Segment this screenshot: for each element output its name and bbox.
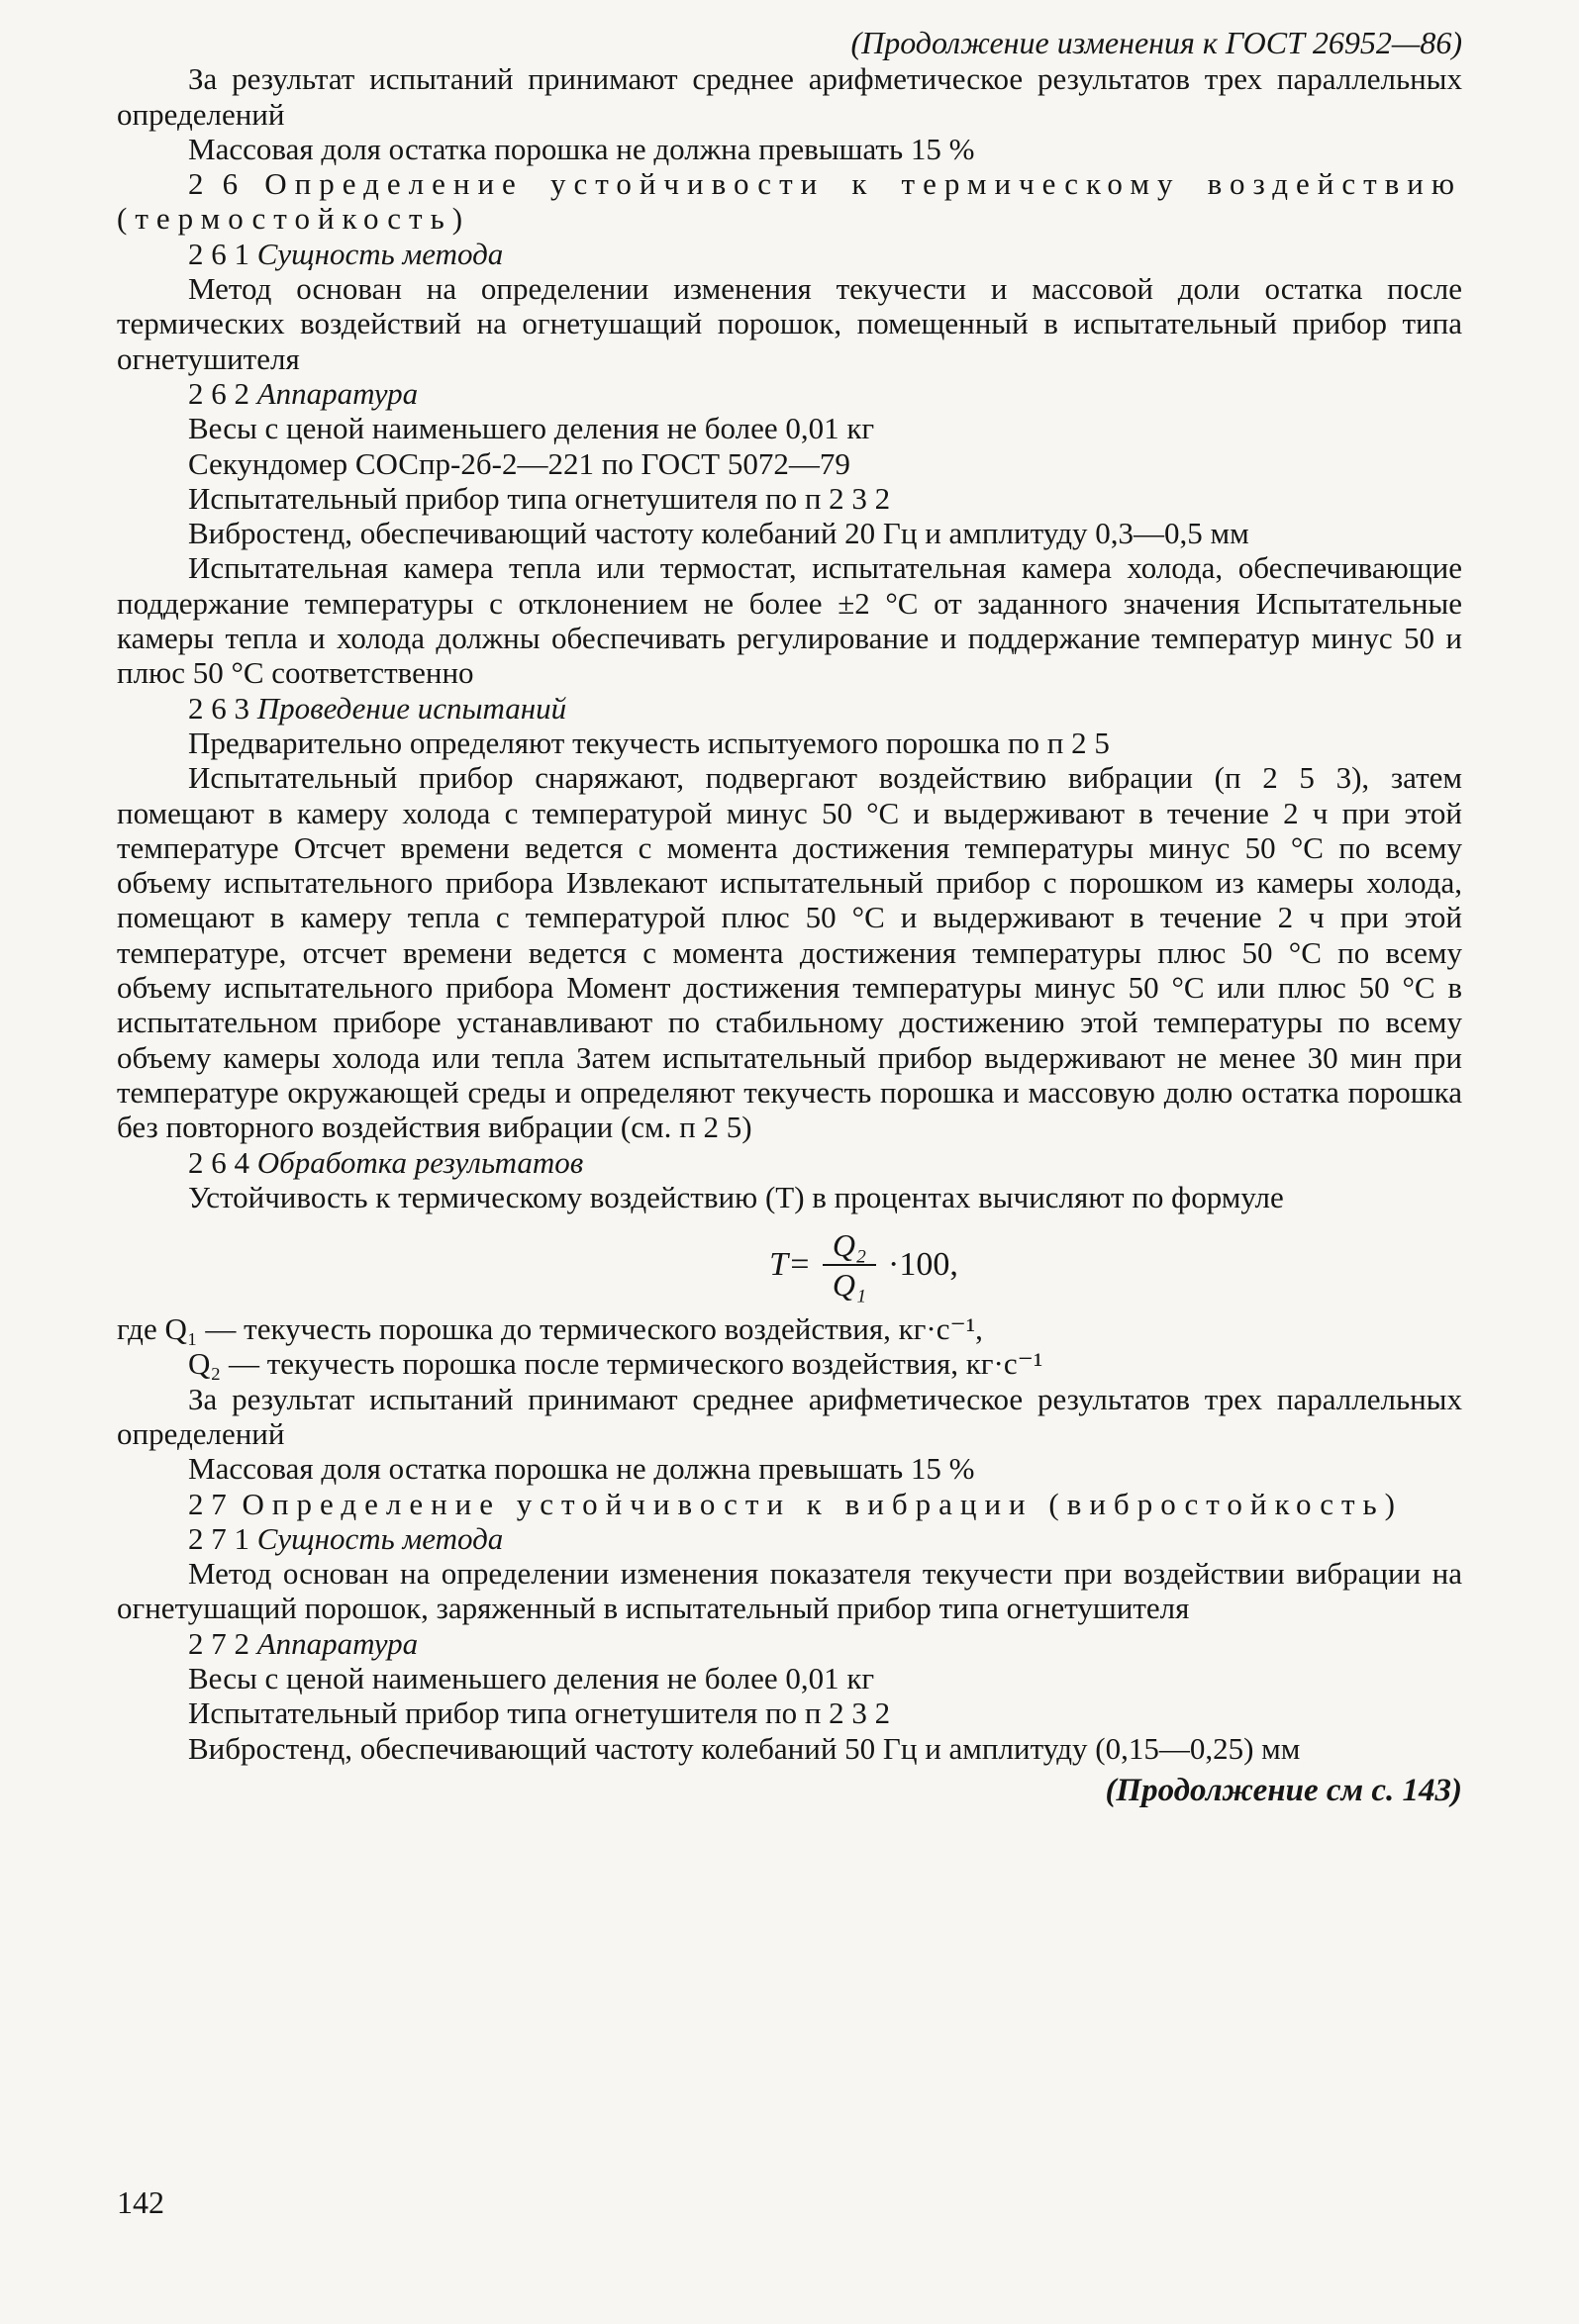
section-heading xyxy=(117,1487,1462,1521)
formula-fraction xyxy=(823,1226,876,1304)
section-title: Определение устойчивости к вибрации (вибростойкость) xyxy=(242,1486,1403,1521)
subsection-number: 2 7 1 xyxy=(188,1520,249,1556)
section-2-7 xyxy=(117,1382,1462,1766)
page-header: (Продолжение изменения к ГОСТ 26952—86) xyxy=(850,25,1462,60)
continuation-note: (Продолжение см с. 143) xyxy=(1105,1772,1462,1808)
subsection-heading xyxy=(117,1145,1462,1180)
subsection-number: 2 6 4 xyxy=(188,1144,249,1180)
body-paragraph: Секундомер СОСпр-2б-2—221 по ГОСТ 5072—79 xyxy=(188,445,850,481)
formula-rhs: ·100, xyxy=(888,1246,958,1284)
subsection-number: 2 6 1 xyxy=(188,236,249,271)
body-paragraph: Весы с ценой наименьшего деления не более 0,01 кг xyxy=(188,411,875,446)
subsection-title: Обработка результатов xyxy=(256,1144,584,1180)
subsection-heading xyxy=(117,1626,1462,1661)
body-paragraph: Испытательный прибор типа огнетушителя по п 2 3 2 xyxy=(188,1695,891,1731)
section-2-6 xyxy=(117,61,1462,1214)
body-paragraph: Предварительно определяют текучесть испытуемого порошка по п 2 5 xyxy=(188,725,1110,760)
subsection-heading xyxy=(117,376,1462,411)
formula-lhs: T= xyxy=(769,1246,812,1284)
formula-where-q2: Q₂ — текучесть порошка после термического воздействия, кг·с⁻¹ xyxy=(188,1346,1043,1382)
body-paragraph: Вибростенд, обеспечивающий частоту колебаний 50 Гц и амплитуду (0,15—0,25) мм xyxy=(188,1730,1301,1766)
subsection-title: Сущность метода xyxy=(256,236,504,271)
body-paragraph: За результат испытаний принимают среднее арифметическое результатов трех параллельных определений xyxy=(117,61,1462,132)
body-paragraph: Устойчивость к термическому воздействию (Т) в процентах вычисляют по формуле xyxy=(188,1179,1284,1214)
section-title: Определение устойчивости к термическому воздействию (термостойкость) xyxy=(117,166,1463,237)
subsection-number: 2 6 2 xyxy=(188,375,249,411)
section-heading xyxy=(117,166,1462,237)
body-paragraph: Метод основан на определении изменения показателя текучести при воздействии вибрации на огнетушащий порошок, заряженный в испытательный прибор типа огнетушителя xyxy=(117,1556,1462,1626)
subsection-title: Аппаратура xyxy=(256,375,419,411)
subsection-number: 2 6 3 xyxy=(188,690,249,726)
section-number: 2 7 xyxy=(188,1486,227,1521)
body-paragraph: Испытательный прибор снаряжают, подвергают воздействию вибрации (п 2 5 3), затем помещают в камеру холода с температурой минус 50 °С и выдерживают в течение 2 ч при этой температуре Отсчет времени ведется с момента достижения температуры минус 50 °С по всему объему испытательного прибора Извлекают испытательный прибор с порошком из камеры холода, помещают в камеру тепла с температурой плюс 50 °С и выдерживают в течение 2 ч при этой температуре, отсчет времени ведется с момента достижения температуры плюс 50 °С по всему объему испытательного прибора Момент достижения температуры минус 50 °С или плюс 50 °С в испытательном приборе устанавливают по стабильному достижению этой температуры по всему объему камеры холода или тепла Затем испытательный прибор выдерживают не менее 30 мин при температуре окружающей среды и определяют текучесть порошка и массовую долю остатка порошка без повторного воздействия вибрации (см. п 2 5) xyxy=(117,760,1462,1145)
subsection-title: Проведение испытаний xyxy=(256,690,567,726)
subsection-heading xyxy=(117,237,1462,271)
body-paragraph: Метод основан на определении изменения текучести и массовой доли остатка после термических воздействий на огнетушащий порошок, помещенный в испытательный прибор типа огнетушителя xyxy=(117,271,1462,376)
formula-numerator: Q₂ xyxy=(832,1227,867,1264)
body-paragraph: Испытательный прибор типа огнетушителя по п 2 3 2 xyxy=(188,480,891,516)
body-paragraph: Весы с ценой наименьшего деления не более 0,01 кг xyxy=(188,1661,875,1696)
formula-where-q1: где Q₁ — текучесть порошка до термического воздействия, кг·с⁻¹, xyxy=(117,1311,983,1347)
body-paragraph: За результат испытаний принимают среднее арифметическое результатов трех параллельных определений xyxy=(117,1381,1462,1451)
body-paragraph: Массовая доля остатка порошка не должна превышать 15 % xyxy=(188,1451,975,1487)
subsection-title: Сущность метода xyxy=(256,1520,504,1556)
formula-T xyxy=(117,1218,1462,1311)
subsection-title: Аппаратура xyxy=(256,1625,419,1661)
subsection-number: 2 7 2 xyxy=(188,1625,249,1661)
page-number: 142 xyxy=(117,2184,164,2220)
formula-denominator: Q₁ xyxy=(832,1267,867,1304)
body-paragraph: Вибростенд, обеспечивающий частоту колебаний 20 Гц и амплитуду 0,3—0,5 мм xyxy=(188,516,1249,551)
subsection-heading xyxy=(117,691,1462,726)
subsection-heading xyxy=(117,1521,1462,1556)
section-number: 2 6 xyxy=(188,166,239,202)
body-paragraph: Массовая доля остатка порошка не должна превышать 15 % xyxy=(188,131,975,166)
body-paragraph: Испытательная камера тепла или термостат, испытательная камера холода, обеспечивающие поддержание температуры с отклонением не более ±2 °С от заданного значения Испытательные камеры тепла и холода должны обеспечивать регулирование и поддержание температур минус 50 и плюс 50 °С соответственно xyxy=(117,550,1462,691)
